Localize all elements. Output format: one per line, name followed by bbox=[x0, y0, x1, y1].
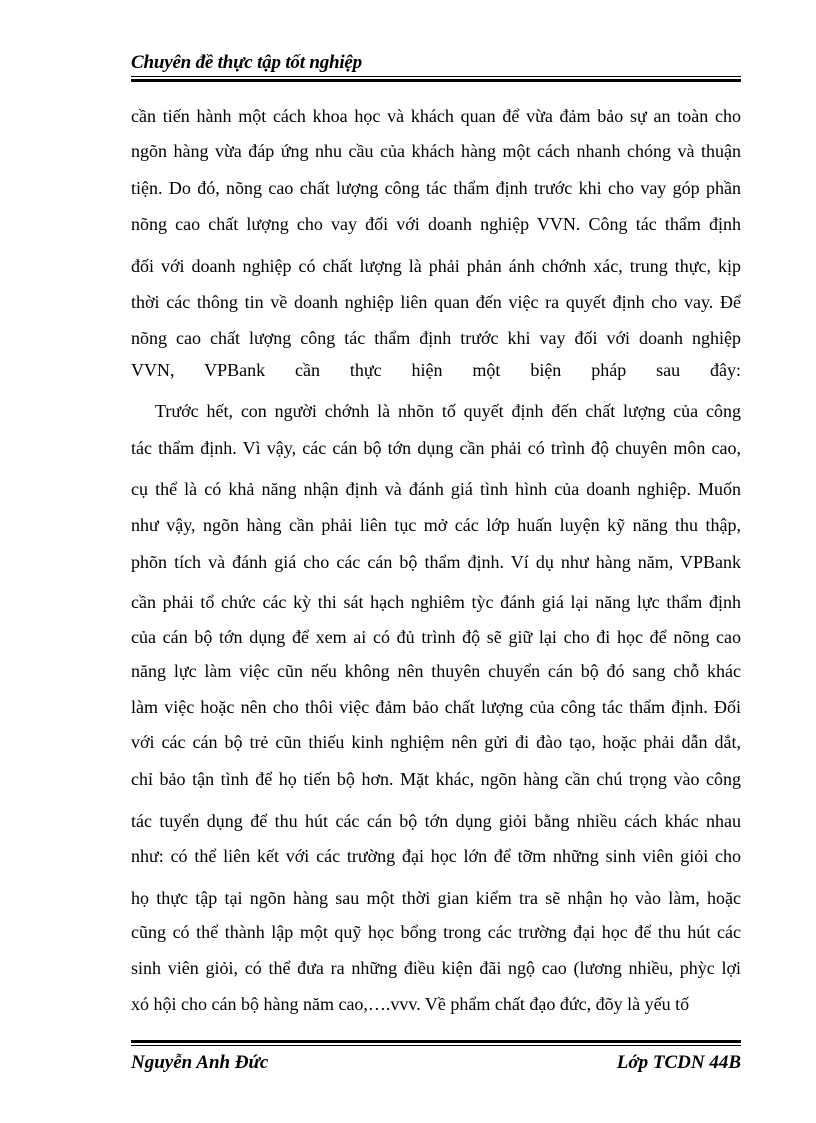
text-line: cần tiến hành một cách khoa học và khách quan để vừa đảm bảo sự an toàn cho bbox=[131, 106, 741, 126]
footer-row bbox=[131, 1052, 741, 1074]
text-line: chỉ bảo tận tình để họ tiến bộ hơn. Mặt khác, ngõn hàng cần chú trọng vào công bbox=[131, 769, 741, 789]
text-line: sinh viên giỏi, có thể đưa ra những điều kiện đãi ngộ cao (lương nhiều, phỳc lợi bbox=[131, 958, 741, 978]
footer-rule-thick bbox=[131, 1040, 741, 1043]
text-line: như: có thể liên kết với các trường đại học lớn để tỡm những sinh viên giỏi cho bbox=[131, 846, 741, 866]
text-line: với các cán bộ trẻ cũn thiếu kinh nghiệm nên gửi đi đào tạo, hoặc phải dẫn dắt, bbox=[131, 732, 741, 752]
class-label: Lớp TCDN 44B bbox=[616, 1052, 741, 1073]
text-line: xó hội cho cán bộ hàng năm cao,….vvv. Về phẩm chất đạo đức, đõy là yếu tố bbox=[131, 994, 690, 1014]
author-name: Nguyễn Anh Đức bbox=[131, 1052, 269, 1073]
text-line: họ thực tập tại ngõn hàng sau một thời gian kiểm tra sẽ nhận họ vào làm, hoặc bbox=[131, 888, 741, 908]
text-line: tác thẩm định. Vì vậy, các cán bộ tớn dụng cần phải có trình độ chuyên môn cao, bbox=[131, 438, 741, 458]
text-line: nõng cao chất lượng công tác thẩm định trước khi vay đối với doanh nghiệp bbox=[131, 328, 741, 348]
text-line: tiện. Do đó, nõng cao chất lượng công tác thẩm định trước khi cho vay góp phần bbox=[131, 178, 741, 198]
text-line: cụ thể là có khả năng nhận định và đánh giá tình hình của doanh nghiệp. Muốn bbox=[131, 479, 741, 499]
footer-rule-thin bbox=[131, 1045, 741, 1046]
text-line: năng lực làm việc cũn nếu không nên thuyên chuyển cán bộ đó sang chỗ khác bbox=[131, 661, 741, 681]
paragraph-first-line: Trước hết, con người chớnh là nhõn tố quyết định đến chất lượng của công bbox=[155, 401, 741, 421]
text-line: cũng có thể thành lập một quỹ học bổng trong các trường đại học để thu hút các bbox=[131, 922, 741, 942]
header-rule-thick bbox=[131, 79, 741, 82]
text-line: như vậy, ngõn hàng cần phải liên tục mở các lớp huấn luyện kỹ năng thu thập, bbox=[131, 515, 741, 535]
text-line: tác tuyển dụng để thu hút các cán bộ tớn dụng giỏi bằng nhiều cách khác nhau bbox=[131, 811, 741, 831]
document-title: Chuyên đề thực tập tốt nghiệp bbox=[131, 52, 362, 73]
text-line: làm việc hoặc nên cho thôi việc đảm bảo chất lượng của công tác thẩm định. Đối bbox=[131, 697, 741, 717]
text-line: cần phải tổ chức các kỳ thi sát hạch nghiêm tỳc đánh giá lại năng lực thẩm định bbox=[131, 592, 741, 612]
text-line: nõng cao chất lượng cho vay đối với doanh nghiệp VVN. Công tác thẩm định bbox=[131, 214, 741, 234]
text-line: phõn tích và đánh giá cho các cán bộ thẩm định. Ví dụ như hàng năm, VPBank bbox=[131, 552, 741, 572]
page-header bbox=[131, 52, 741, 82]
text-line: ngõn hàng vừa đáp ứng nhu cầu của khách hàng một cách nhanh chóng và thuận bbox=[131, 141, 741, 161]
text-line: thời các thông tin về doanh nghiệp liên quan đến việc ra quyết định cho vay. Để bbox=[131, 292, 741, 312]
text-line: VVN, VPBank cần thực hiện một biện pháp sau đây: bbox=[131, 360, 741, 380]
page-footer bbox=[131, 1040, 741, 1074]
text-line: của cán bộ tớn dụng để xem ai có đủ trình độ sẽ giữ lại cho đi học để nõng cao bbox=[131, 627, 741, 647]
header-rule-thin bbox=[131, 76, 741, 77]
text-line: đối với doanh nghiệp có chất lượng là phải phản ánh chớnh xác, trung thực, kịp bbox=[131, 256, 741, 276]
